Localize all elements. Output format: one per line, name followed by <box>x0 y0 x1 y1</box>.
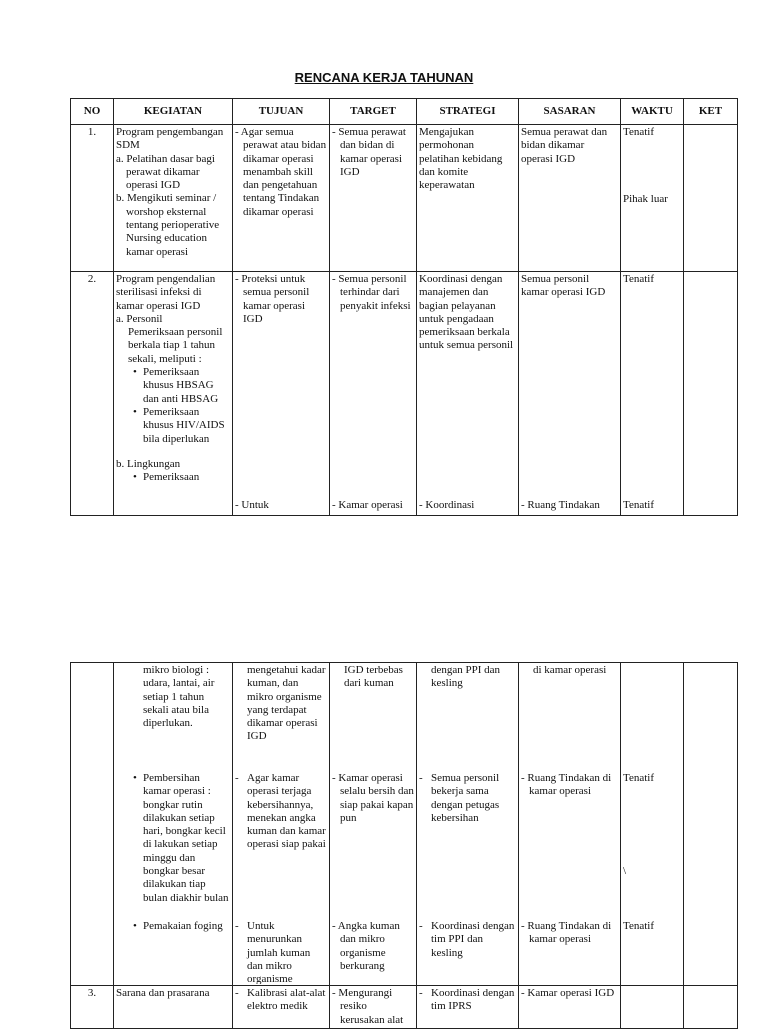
header-strategi: STRATEGI <box>417 99 519 125</box>
header-no: NO <box>71 99 114 125</box>
kegiatan-cell <box>114 663 233 986</box>
sasaran-text: - Kamar operasi IGD <box>521 987 615 999</box>
waktu-text: Tenatif <box>623 126 654 138</box>
ket-cell <box>684 986 738 1029</box>
dash-marker: - <box>419 920 423 932</box>
kegiatan-bullet: • Pemeriksaan khusus HBSAG dan anti HBSAG <box>116 366 230 406</box>
sasaran-cell <box>519 663 621 986</box>
dash-marker: - <box>235 772 239 784</box>
waktu-cell <box>621 125 684 272</box>
dash-marker: - <box>235 920 239 932</box>
strategi-pembersihan: Semua personil bekerja sama dengan petugas kebersihan <box>431 772 500 824</box>
tujuan-text-b: - Untuk <box>235 499 269 511</box>
kegiatan-continued: mikro biologi : udara, lantai, air setiap 1 tahun sekali atau bila diperlukan. <box>143 664 215 730</box>
kegiatan-bullet: • Pemeriksaan khusus HIV/AIDS bila diperlukan <box>116 406 230 446</box>
waktu-text: Tenatif <box>623 772 654 784</box>
strategi-ipr: Koordinasi dengan tim IPRS <box>431 987 515 1013</box>
table-row <box>71 986 738 1029</box>
sasaran-text: - Ruang Tindakan di kamar operasi <box>521 772 612 798</box>
ket-cell <box>684 272 738 516</box>
dash-marker: - <box>419 987 423 999</box>
header-kegiatan: KEGIATAN <box>114 99 233 125</box>
target-cell <box>330 125 417 272</box>
target-text: - Semua personil terhindar dari penyakit infeksi <box>332 273 411 312</box>
tujuan-text <box>235 772 327 852</box>
tujuan-foging: Untuk menurunkan jumlah kuman dan mikro organisme <box>247 920 311 984</box>
row-number <box>71 663 114 986</box>
kegiatan-cell: Sarana dan prasarana <box>114 986 233 1029</box>
kegiatan-cell <box>114 272 233 516</box>
waktu-text-b: Tenatif <box>623 499 654 511</box>
tujuan-cell <box>233 986 330 1029</box>
tujuan-cell <box>233 663 330 986</box>
document-title: RENCANA KERJA TAHUNAN <box>294 70 474 85</box>
waktu-mark: \ <box>623 865 627 877</box>
tujuan-continued: mengetahui kadar kuman, dan mikro organisme yang terdapat dikamar operasi IGD <box>247 664 326 743</box>
header-waktu: WAKTU <box>621 99 684 125</box>
tujuan-text: - Agar semua perawat atau bidan dikamar operasi menambah skill dan pengetahuan tentang Tindakan dikamar operasi <box>235 126 327 218</box>
tujuan-cell <box>233 272 330 516</box>
ket-cell <box>684 125 738 272</box>
sasaran-text: Semua personil kamar operasi IGD <box>521 273 606 299</box>
sasaran-continued: di kamar operasi <box>533 664 607 676</box>
target-text: - Semua perawat dan bidan di kamar operasi IGD <box>332 126 406 178</box>
strategi-cell <box>417 986 519 1029</box>
kegiatan-title: Program pengembangan SDM <box>116 126 224 152</box>
tujuan-text: - Proteksi untuk semua personil kamar operasi IGD <box>235 273 310 325</box>
row-number: 2. <box>71 272 114 516</box>
kegiatan-bullet: • Pembersihan kamar operasi : bongkar rutin dilakukan setiap hari, bongkar kecil di lakukan setiap minggu dan bongkar besar dilakukan tiap bulan diakhir bulan <box>116 772 230 905</box>
sasaran-cell <box>519 986 621 1029</box>
strategi-cell <box>417 272 519 516</box>
tujuan-text <box>235 987 327 1014</box>
table-header-row <box>71 99 738 125</box>
ket-cell <box>684 663 738 986</box>
table-row <box>71 125 738 272</box>
target-cell <box>330 986 417 1029</box>
dash-marker: - <box>419 772 423 784</box>
table-row <box>71 663 738 986</box>
kegiatan-cell <box>114 125 233 272</box>
sasaran-cell <box>519 272 621 516</box>
kegiatan-bullet: • Pemeriksaan <box>116 471 230 484</box>
kegiatan-bullet: • Pemakaian foging <box>116 920 230 933</box>
header-ket: KET <box>684 99 738 125</box>
sasaran-text-b: - Ruang Tindakan <box>521 499 600 511</box>
strategi-text <box>419 987 516 1014</box>
target-text-b: - Kamar operasi <box>332 499 403 511</box>
kegiatan-item-a: a. Personil <box>116 312 163 325</box>
target-text: - Mengurangi resiko kerusakan alat <box>332 987 404 1026</box>
work-plan-table-page-1 <box>70 98 738 516</box>
sasaran-cell: Semua perawat dan bidan dikamar operasi IGD <box>519 125 621 272</box>
kegiatan-item-b: b. Mengikuti seminar / worshop eksternal tentang perioperative Nursing education kamar operasi <box>116 192 220 258</box>
target-cell <box>330 272 417 516</box>
work-plan-table-page-2 <box>70 662 738 1029</box>
header-sasaran: SASARAN <box>519 99 621 125</box>
tujuan-kalibrasi: Kalibrasi alat-alat elektro medik <box>247 987 326 1013</box>
kegiatan-item-b: b. Lingkungan <box>116 457 181 470</box>
strategi-cell <box>417 663 519 986</box>
target-cell <box>330 663 417 986</box>
tujuan-cell <box>233 125 330 272</box>
strategi-cell: Mengajukan permohonan pelatihan kebidang dan komite keperawatan <box>417 125 519 272</box>
waktu-cell <box>621 986 684 1029</box>
row-number: 3. <box>71 986 114 1029</box>
kegiatan-title: Program pengendalian sterilisasi infeksi di kamar operasi IGD <box>116 273 216 312</box>
strategi-text <box>419 772 516 825</box>
row-number: 1. <box>71 125 114 272</box>
header-target: TARGET <box>330 99 417 125</box>
target-continued: IGD terbebas dari kuman <box>344 664 403 690</box>
tujuan-pembersihan: Agar kamar operasi terjaga kebersihannya, menekan angka kuman dan kamar operasi siap pakai <box>247 772 326 851</box>
strategi-text-b: - Koordinasi <box>419 499 475 511</box>
sasaran-text: - Ruang Tindakan di kamar operasi <box>521 920 612 946</box>
waktu-text: Tenatif <box>623 920 654 932</box>
dash-marker: - <box>235 987 239 999</box>
kegiatan-item-a-text: Pemeriksaan personil berkala tiap 1 tahun sekali, meliputi : <box>128 326 223 365</box>
target-text: - Angka kuman dan mikro organisme berkurang <box>332 920 400 972</box>
kegiatan-item-a: a. Pelatihan dasar bagi perawat dikamar operasi IGD <box>116 152 215 192</box>
strategi-text: Koordinasi dengan manajemen dan bagian pelayanan untuk pengadaan pemeriksaan berkala untuk semua personil <box>419 273 514 352</box>
waktu-cell <box>621 663 684 986</box>
waktu-text: Tenatif <box>623 273 654 285</box>
strategi-continued: dengan PPI dan kesling <box>431 664 501 690</box>
header-tujuan: TUJUAN <box>233 99 330 125</box>
tujuan-text <box>235 920 327 984</box>
waktu-cell <box>621 272 684 516</box>
waktu-note: Pihak luar <box>623 193 668 205</box>
strategi-text <box>419 920 516 960</box>
target-text: - Kamar operasi selalu bersih dan siap pakai kapan pun <box>332 772 414 824</box>
table-row <box>71 272 738 516</box>
strategi-foging: Koordinasi dengan tim PPI dan kesling <box>431 920 515 959</box>
